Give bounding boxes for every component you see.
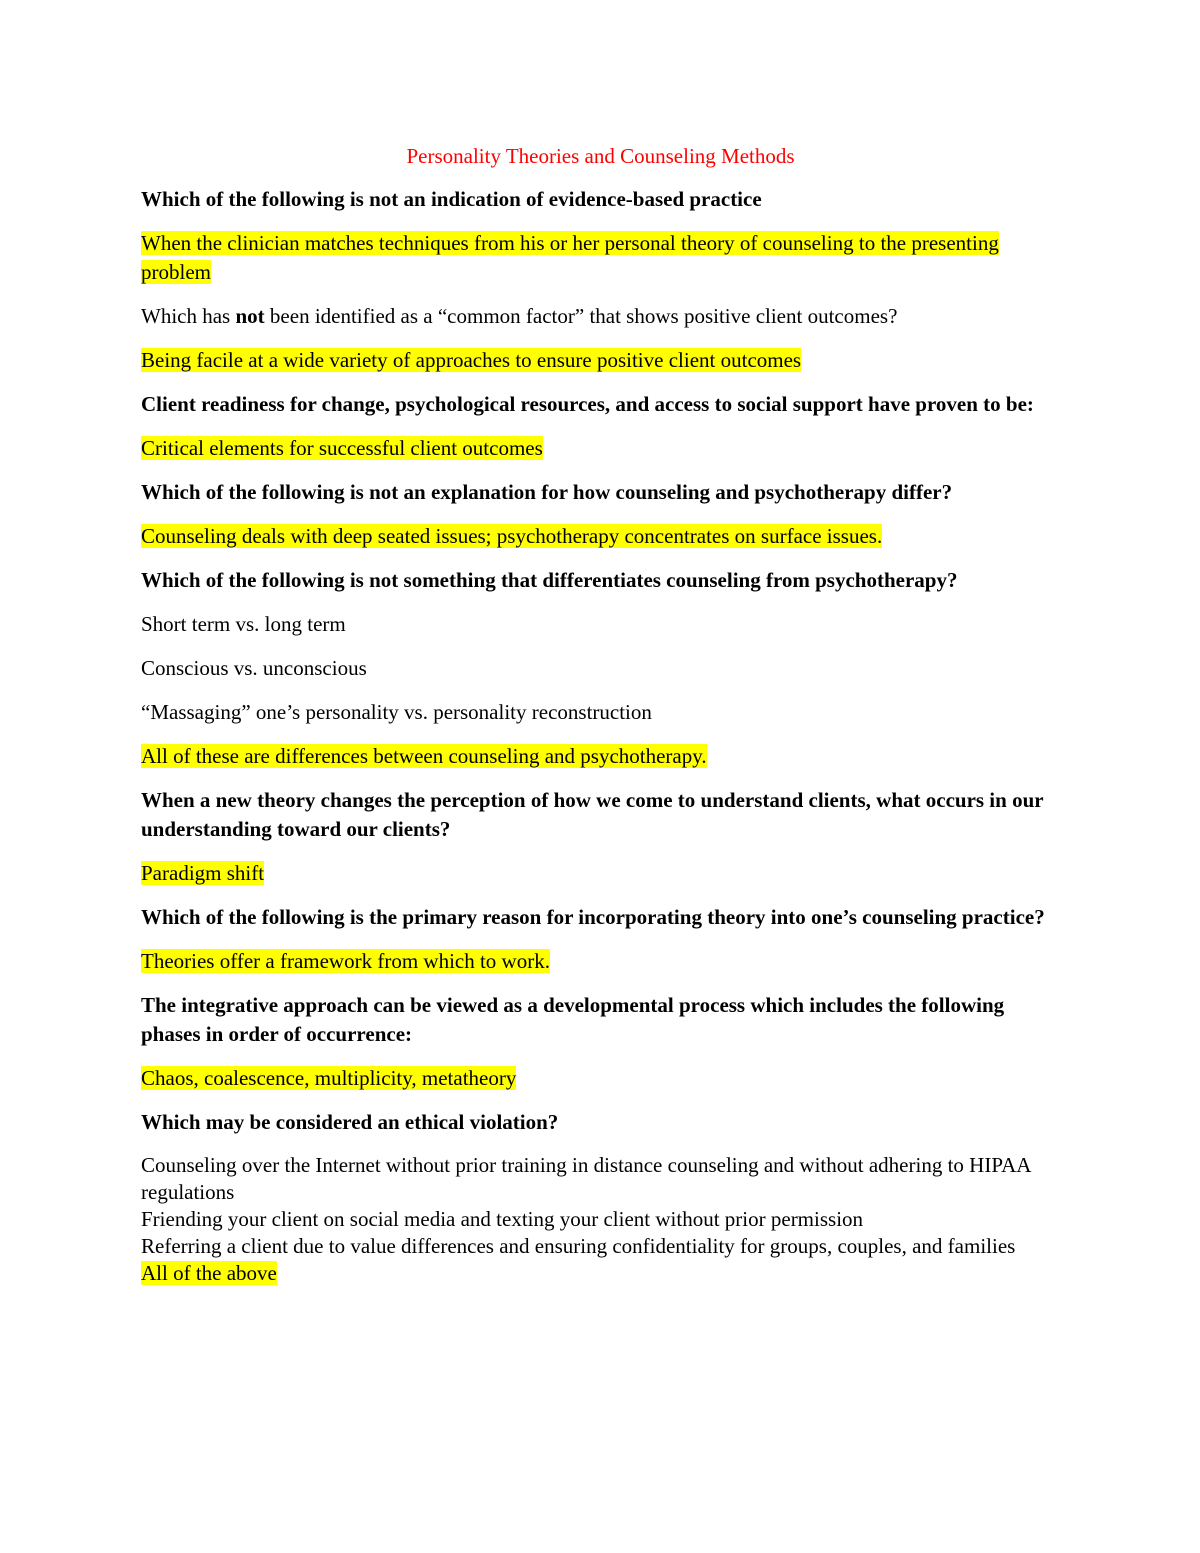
question-2-post: been identified as a “common factor” that shows positive client outcomes?: [264, 304, 898, 328]
answer-9-text: All of the above: [141, 1261, 277, 1285]
answer-2-text: Being facile at a wide variety of approaches to ensure positive client outcomes: [141, 348, 802, 372]
question-5: Which of the following is not something that differentiates counseling from psychotherapy?: [141, 568, 958, 592]
question-2-bold: not: [235, 304, 265, 328]
answer-5-text: All of these are differences between counseling and psychotherapy.: [141, 744, 707, 768]
document-title: Personality Theories and Counseling Methods: [406, 144, 795, 168]
answer-8: [141, 1064, 1060, 1093]
question-9-option-3: Referring a client due to value differences and ensuring confidentiality for groups, couples, and families: [141, 1234, 1016, 1258]
question-1: Which of the following is not an indication of evidence-based practice: [141, 187, 762, 211]
question-5-option-1: Short term vs. long term: [141, 612, 346, 636]
answer-1: [141, 229, 1060, 287]
question-2: [141, 302, 1060, 331]
question-5-option-3: “Massaging” one’s personality vs. personality reconstruction: [141, 700, 652, 724]
question-4: Which of the following is not an explanation for how counseling and psychotherapy differ?: [141, 480, 953, 504]
question-9: Which may be considered an ethical violation?: [141, 1110, 559, 1134]
question-9-option-1: Counseling over the Internet without prior training in distance counseling and without adhering to HIPAA regulations: [141, 1153, 1031, 1204]
question-3: Client readiness for change, psychological resources, and access to social support have proven to be:: [141, 392, 1034, 416]
answer-3-text: Critical elements for successful client outcomes: [141, 436, 543, 460]
answer-4-text: Counseling deals with deep seated issues; psychotherapy concentrates on surface issues.: [141, 524, 883, 548]
answer-4: [141, 522, 1060, 551]
answer-2: [141, 346, 1060, 375]
question-6: When a new theory changes the perception of how we come to understand clients, what occurs in our understanding toward our clients?: [141, 788, 1044, 841]
question-8: The integrative approach can be viewed as a developmental process which includes the following phases in order of occurrence:: [141, 993, 1005, 1046]
answer-1-text: When the clinician matches techniques from his or her personal theory of counseling to the presenting problem: [141, 231, 999, 284]
answer-9: [141, 1260, 1060, 1287]
answer-5: [141, 742, 1060, 771]
question-5-option-2: Conscious vs. unconscious: [141, 656, 367, 680]
question-7: Which of the following is the primary reason for incorporating theory into one’s counseling practice?: [141, 905, 1045, 929]
question-2-pre: Which has: [141, 304, 236, 328]
answer-7: [141, 947, 1060, 976]
answer-6-text: Paradigm shift: [141, 861, 265, 885]
answer-8-text: Chaos, coalescence, multiplicity, metatheory: [141, 1066, 517, 1090]
answer-6: [141, 859, 1060, 888]
answer-7-text: Theories offer a framework from which to work.: [141, 949, 550, 973]
question-9-option-2: Friending your client on social media and texting your client without prior permission: [141, 1207, 864, 1231]
answer-3: [141, 434, 1060, 463]
